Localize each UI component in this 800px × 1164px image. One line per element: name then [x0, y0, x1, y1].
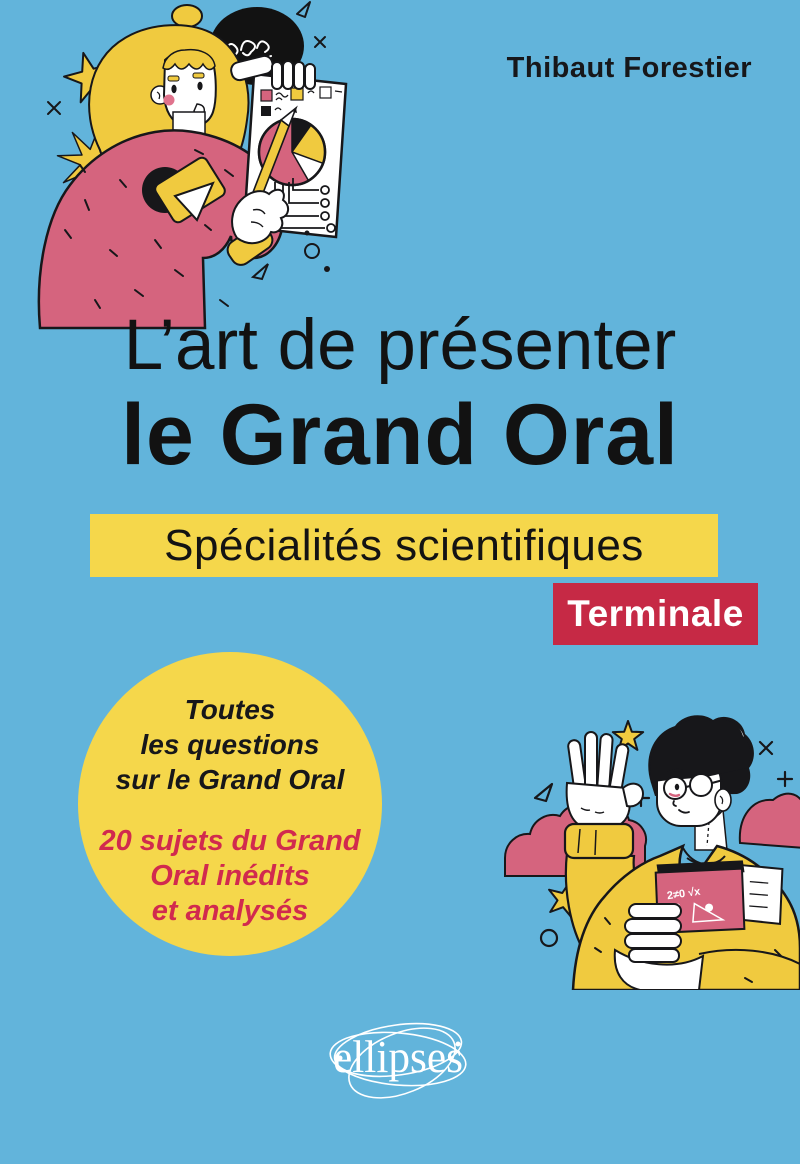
circle-line-red: Oral inédits: [150, 860, 310, 892]
circle-line-red: et analysés: [151, 895, 309, 927]
level-badge: [553, 583, 758, 645]
glasses-lens: [690, 774, 712, 796]
level-text: Terminale: [567, 593, 744, 634]
publisher-name: ellipses: [333, 1031, 463, 1082]
eye: [197, 82, 202, 90]
presenter-woman-illustration: [25, 0, 385, 332]
eyebrow: [168, 76, 179, 81]
triangle-outline-icon: [297, 2, 310, 17]
student-head: [648, 715, 754, 850]
title-line-2: le Grand Oral: [121, 387, 679, 483]
publisher-logo: [310, 1006, 490, 1108]
eyebrow: [193, 73, 204, 78]
student-waving-illustration: [455, 688, 800, 990]
title-line-1: L’art de présenter: [123, 306, 677, 385]
author-name: Thibaut Forestier: [506, 52, 752, 84]
eye: [171, 85, 176, 93]
circle-line: Toutes: [184, 694, 276, 725]
circle-line: sur le Grand Oral: [115, 764, 345, 795]
subtitle-text: Spécialités scientifiques: [164, 520, 644, 570]
subtitle-banner: [90, 514, 718, 577]
circle-line-red: 20 sujets du Grand: [99, 825, 361, 857]
eye: [675, 784, 679, 790]
book-formula-text: 2≠0 √x: [666, 885, 702, 903]
cuff: [565, 824, 633, 858]
circle-line: les questions: [140, 729, 320, 760]
blush: [164, 95, 175, 106]
highlight-circle: [78, 652, 382, 956]
cloud-icon: [740, 794, 800, 848]
